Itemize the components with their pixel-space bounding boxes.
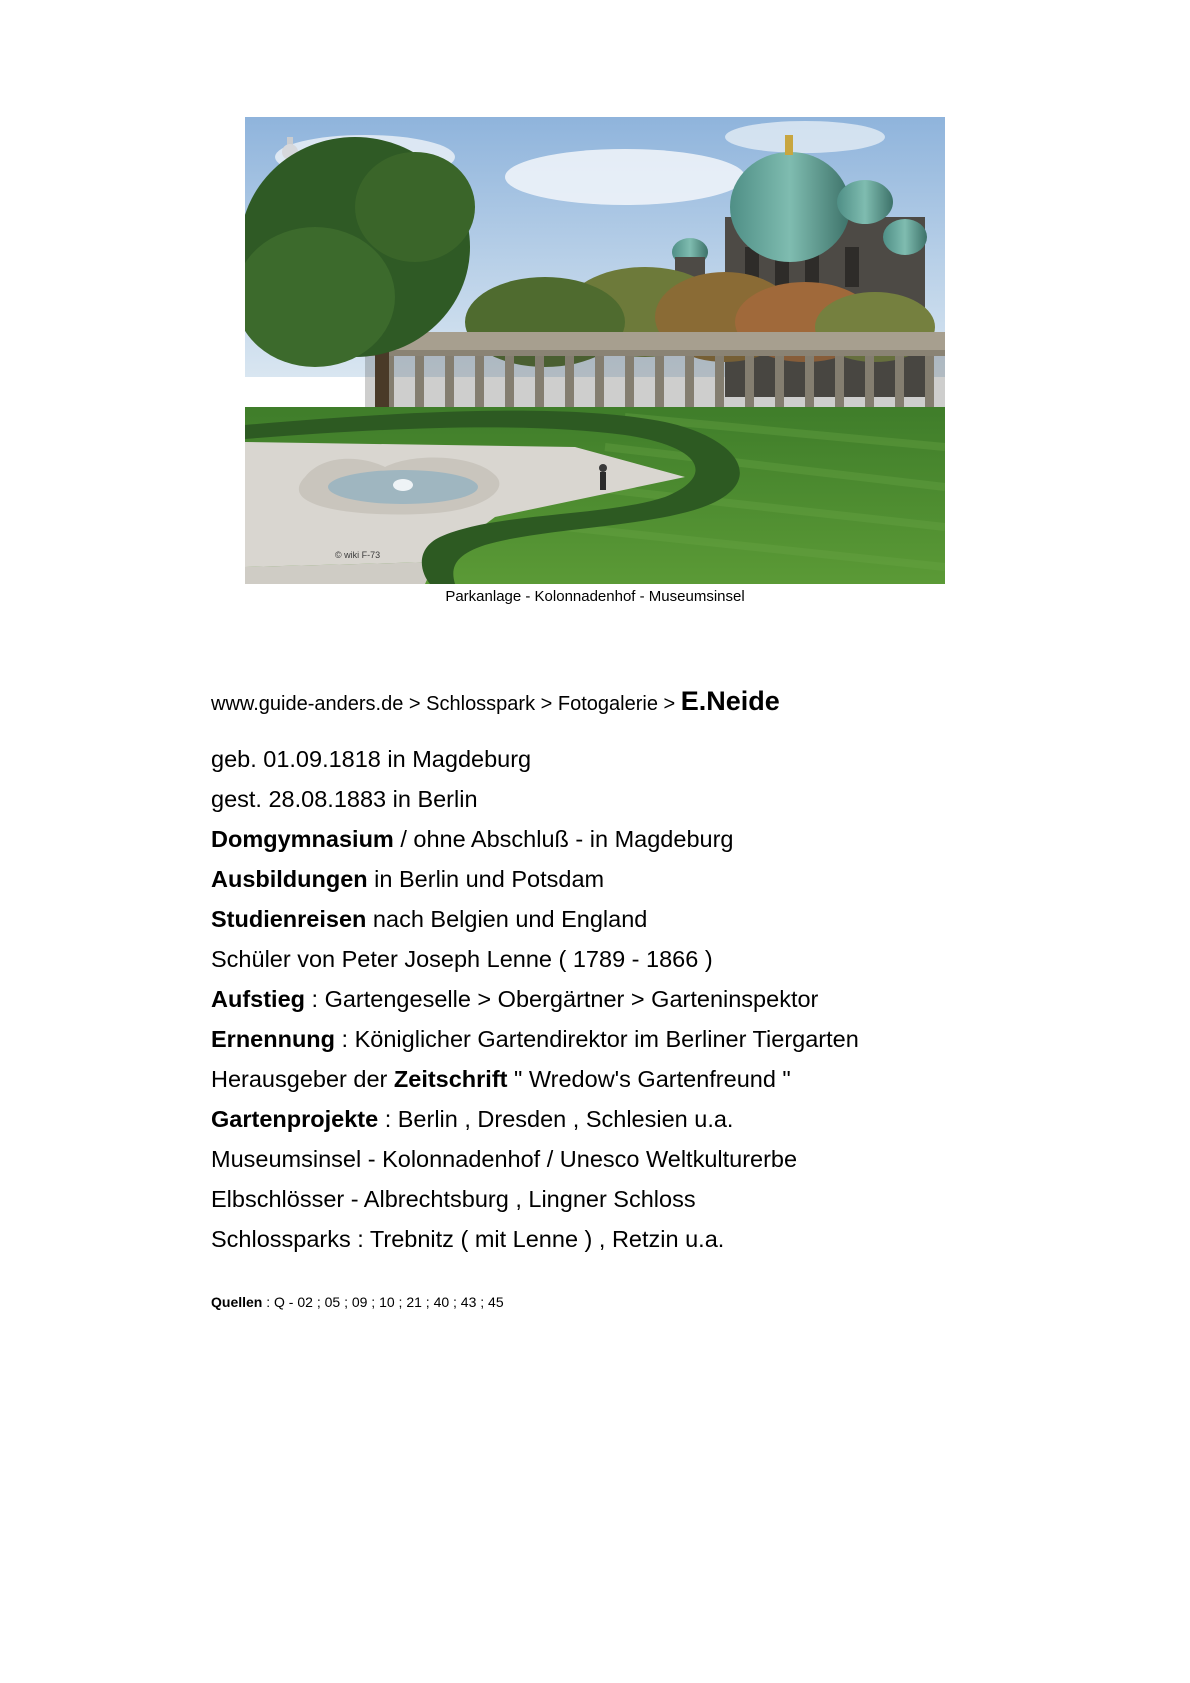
photo-watermark: © wiki F-73 (335, 550, 381, 560)
fact-training: Ausbildungen in Berlin und Potsdam (211, 866, 605, 892)
breadcrumb-separator: > (540, 693, 553, 715)
photo-caption: Parkanlage - Kolonnadenhof - Museumsinsel (445, 588, 745, 605)
breadcrumb (211, 686, 780, 719)
breadcrumb-separator: > (663, 693, 676, 715)
fact-school: Domgymnasium / ohne Abschluß - in Magdeburg (211, 826, 734, 852)
fact-elbschloesser: Elbschlösser - Albrechtsburg , Lingner Schloss (211, 1186, 696, 1212)
biography-list (211, 739, 1151, 1259)
fact-birth: geb. 01.09.1818 in Magdeburg (211, 746, 532, 772)
sources-label: Quellen (211, 1294, 263, 1310)
fact-projects: Gartenprojekte : Berlin , Dresden , Schlesien u.a. (211, 1106, 734, 1132)
breadcrumb-item-fotogalerie[interactable]: Fotogalerie (557, 693, 658, 715)
fact-study-trips: Studienreisen nach Belgien und England (211, 906, 648, 932)
page-title: E.Neide (680, 686, 780, 716)
fact-appointment: Ernennung : Königlicher Gartendirektor im Berliner Tiergarten (211, 1026, 859, 1052)
fact-publisher: Herausgeber der Zeitschrift " Wredow's Gartenfreund " (211, 1066, 791, 1092)
fact-career: Aufstieg : Gartengeselle > Obergärtner > Garteninspektor (211, 986, 819, 1012)
park-photo (245, 117, 945, 584)
fact-death: gest. 28.08.1883 in Berlin (211, 786, 478, 812)
breadcrumb-item-site[interactable]: www.guide-anders.de (211, 693, 404, 715)
sources-note (211, 1293, 504, 1311)
fact-schlossparks: Schlossparks : Trebnitz ( mit Lenne ) , Retzin u.a. (211, 1226, 725, 1252)
fact-museumsinsel: Museumsinsel - Kolonnadenhof / Unesco Weltkulturerbe (211, 1146, 798, 1172)
sources-text: : Q - 02 ; 05 ; 09 ; 10 ; 21 ; 40 ; 43 ; 45 (262, 1294, 504, 1310)
breadcrumb-item-schlosspark[interactable]: Schlosspark (426, 693, 536, 715)
fact-mentor: Schüler von Peter Joseph Lenne ( 1789 - 1866 ) (211, 946, 713, 972)
breadcrumb-separator: > (408, 693, 421, 715)
